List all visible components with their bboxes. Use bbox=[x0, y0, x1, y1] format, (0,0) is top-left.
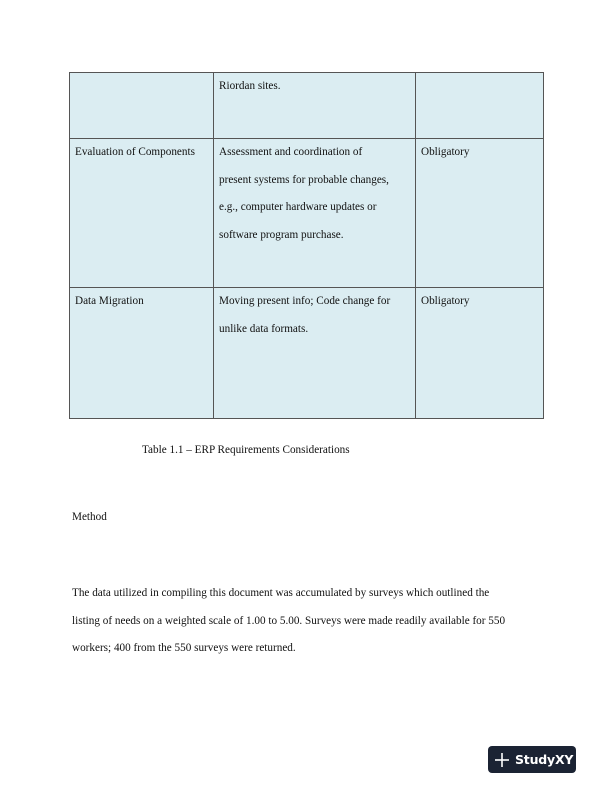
table-caption: Table 1.1 – ERP Requirements Considerations bbox=[142, 444, 350, 456]
description-line: Moving present info; Code change for bbox=[219, 295, 391, 307]
description-line: unlike data formats. bbox=[219, 322, 309, 335]
requirements-table bbox=[69, 72, 544, 419]
description-cell bbox=[214, 73, 416, 139]
priority-cell bbox=[416, 73, 544, 139]
component-cell bbox=[70, 73, 214, 139]
table-row bbox=[70, 288, 544, 419]
paragraph-line: The data utilized in compiling this document was accumulated by surveys which outlined the bbox=[72, 587, 490, 599]
component-cell: Data Migration bbox=[70, 288, 214, 419]
description-line: Riordan sites. bbox=[219, 80, 281, 92]
section-heading: Method bbox=[72, 511, 107, 523]
logo-text: StudyXY bbox=[515, 752, 574, 767]
description-line: Assessment and coordination of bbox=[219, 146, 363, 158]
description-cell bbox=[214, 139, 416, 288]
paragraph-line: workers; 400 from the 550 surveys were returned. bbox=[72, 642, 296, 654]
description-line: present systems for probable changes, bbox=[219, 173, 389, 186]
table-row bbox=[70, 73, 544, 139]
description-line: software program purchase. bbox=[219, 228, 344, 241]
table-row bbox=[70, 139, 544, 288]
plus-icon bbox=[495, 753, 509, 767]
description-line: e.g., computer hardware updates or bbox=[219, 201, 377, 213]
paragraph-line: listing of needs on a weighted scale of 1.00 to 5.00. Surveys were made readily available for 550 bbox=[72, 614, 506, 627]
studyxy-logo bbox=[488, 746, 576, 773]
priority-cell: Obligatory bbox=[416, 288, 544, 419]
component-cell: Evaluation of Components bbox=[70, 139, 214, 288]
body-paragraph bbox=[72, 580, 544, 663]
description-cell bbox=[214, 288, 416, 419]
priority-cell: Obligatory bbox=[416, 139, 544, 288]
